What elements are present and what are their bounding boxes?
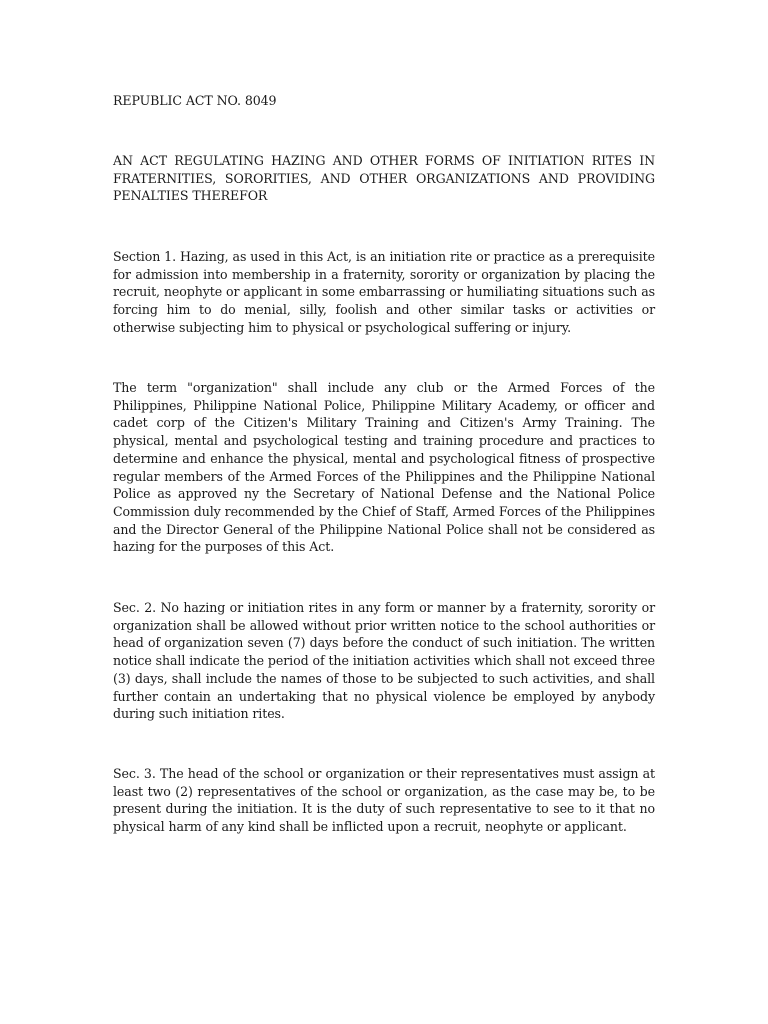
section-1-paragraph: Section 1. Hazing, as used in this Act, is an initiation rite or practice as a prerequisite for admission into membership in a fraternity, sorority or organization by placing the recruit, neophyte or applicant in some embarrassing or humiliating situations such as forcing him to do menial, silly, foolish and other similar tasks or activities or otherwise subjecting him to physical or psychological suffering or injury. bbox=[113, 249, 655, 335]
section-3-paragraph: Sec. 3. The head of the school or organization or their representatives must assign at least two (2) representatives of the school or organization, as the case may be, to be present during the initiation. It is the duty of such representative to see to it that no physical harm of any kind shall be inflicted upon a recruit, neophyte or applicant. bbox=[113, 766, 655, 835]
act-number-heading: REPUBLIC ACT NO. 8049 bbox=[113, 93, 277, 108]
act-title: AN ACT REGULATING HAZING AND OTHER FORMS OF INITIATION RITES IN FRATERNITIES, SORORITIES, AND OTHER ORGANIZATIONS AND PROVIDING PENALTIES THEREFOR bbox=[113, 153, 655, 204]
organization-definition-paragraph: The term "organization" shall include any club or the Armed Forces of the Philippines, Philippine National Police, Philippine Military Academy, or officer and cadet corp of the Citizen's Military Training and Citizen's Army Training. The physical, mental and psychological testing and training procedure and practices to determine and enhance the physical, mental and psychological fitness of prospective regular members of the Armed Forces of the Philippines and the Philippine National Police as approved ny the Secretary of National Defense and the National Police Commission duly recommended by the Chief of Staff, Armed Forces of the Philippines and the Director General of the Philippine National Police shall not be considered as hazing for the purposes of this Act. bbox=[113, 380, 655, 555]
section-2-paragraph: Sec. 2. No hazing or initiation rites in any form or manner by a fraternity, sorority or organization shall be allowed without prior written notice to the school authorities or head of organization seven (7) days before the conduct of such initiation. The written notice shall indicate the period of the initiation activities which shall not exceed three (3) days, shall include the names of those to be subjected to such activities, and shall further contain an undertaking that no physical violence be employed by anybody during such initiation rites. bbox=[113, 600, 655, 722]
